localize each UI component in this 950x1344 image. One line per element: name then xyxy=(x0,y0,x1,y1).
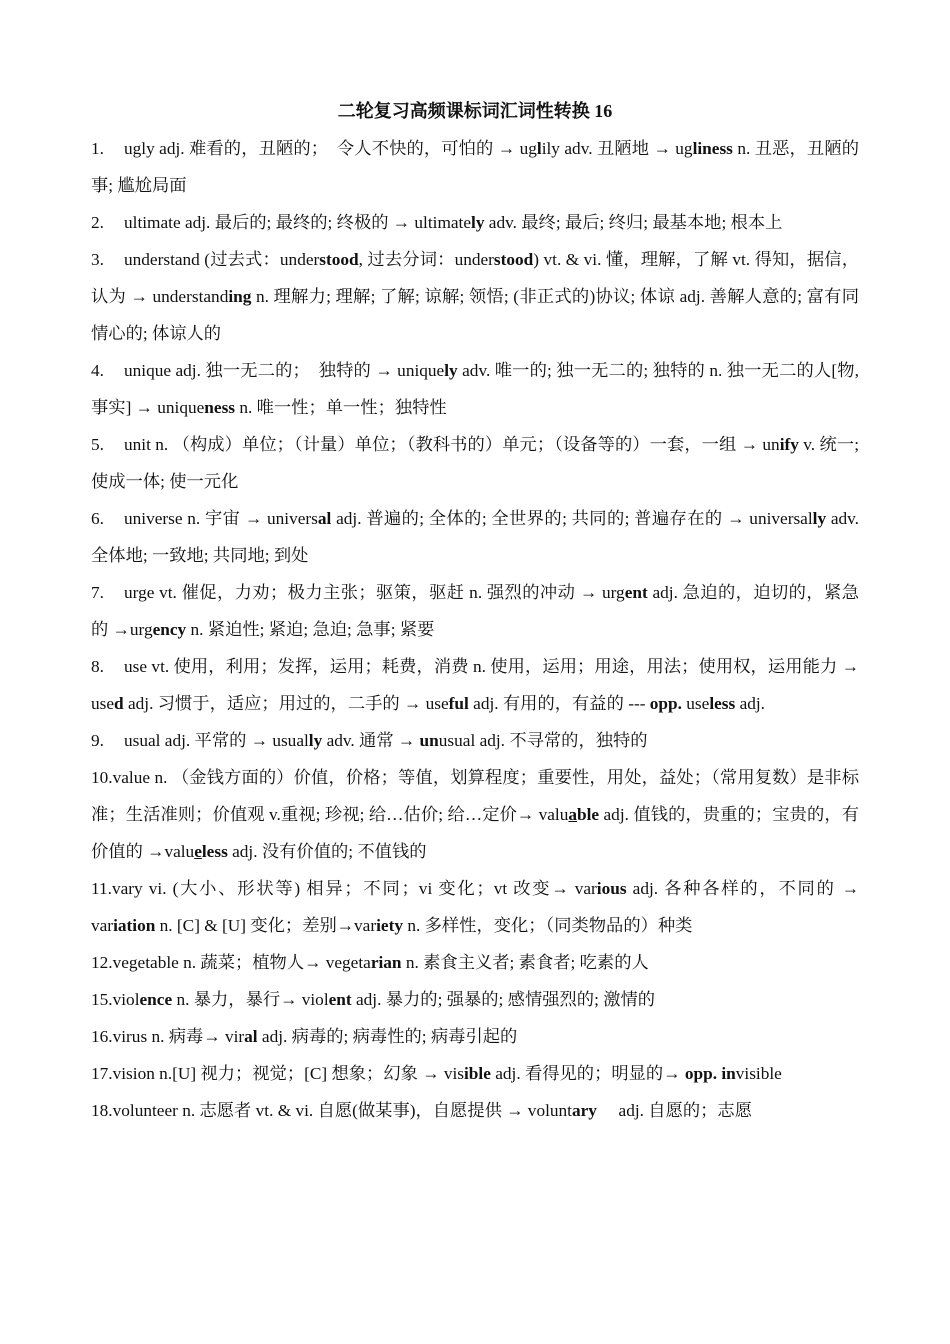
entry-text: ugly adj. 难看的，丑陋的； 令人不快的，可怕的 → uglily adv. 丑陋地 → ugliness n. 丑恶，丑陋的事; 尴尬局面 xyxy=(91,139,859,195)
entry-number: 1. xyxy=(91,139,104,158)
entry-text: unique adj. 独一无二的； 独特的 → uniquely adv. 唯一的; 独一无二的; 独特的 n. 独一无二的人[物, 事实] → uniqueness n. 唯一性；单一性；独特性 xyxy=(91,361,859,417)
entry-number: 17. xyxy=(91,1064,113,1083)
vocab-entry xyxy=(91,1092,859,1129)
entry-text: volunteer n. 志愿者 vt. & vi. 自愿(做某事)，自愿提供 → voluntary adj. 自愿的；志愿 xyxy=(112,1101,752,1120)
entry-number: 6. xyxy=(91,509,104,528)
entry-text: virus n. 病毒→ viral adj. 病毒的; 病毒性的; 病毒引起的 xyxy=(112,1027,518,1046)
entry-number: 3. xyxy=(91,250,104,269)
entry-text: ultimate adj. 最后的; 最终的; 终极的 → ultimately adv. 最终; 最后; 终归; 最基本地; 根本上 xyxy=(124,213,783,232)
entry-text: usual adj. 平常的 → usually adv. 通常 → unusual adj. 不寻常的，独特的 xyxy=(124,731,648,750)
entry-text: violence n. 暴力，暴行→ violent adj. 暴力的; 强暴的; 感情强烈的; 激情的 xyxy=(112,990,656,1009)
entry-text: universe n. 宇宙 → universal adj. 普遍的; 全体的; 全世界的; 共同的; 普遍存在的 → universally adv. 全体地; 一致地; 共同地; 到处 xyxy=(91,509,859,565)
entry-text: unit n. （构成）单位；（计量）单位；（教科书的）单元；（设备等的）一套，一组 → unify v. 统一; 使成一体; 使一元化 xyxy=(91,435,859,491)
entry-text: vary vi. (大小、形状等) 相异；不同；vi 变化；vt 改变→ various adj. 各种各样的，不同的 → variation n. [C] & [U] 变化；差别→variety n. 多样性，变化；（同类物品的）种类 xyxy=(91,879,859,935)
vocab-entry xyxy=(91,241,859,352)
entry-number: 10. xyxy=(91,768,113,787)
vocab-entry xyxy=(91,722,859,759)
vocab-entry xyxy=(91,204,859,241)
entry-number: 15. xyxy=(91,990,113,1009)
vocab-entry xyxy=(91,352,859,426)
entry-text: understand (过去式：understood, 过去分词：understood) vt. & vi. 懂，理解，了解 vt. 得知，据信，认为 → understanding n. 理解力; 理解; 了解; 谅解; 领悟; (非正式的)协议; 体谅 adj. 善解人意的; 富有同情心的; 体谅人的 xyxy=(91,250,860,343)
page-title: 二轮复习高频课标词汇词性转换 16 xyxy=(337,101,613,121)
vocab-entry xyxy=(91,130,859,204)
entry-text: vegetable n. 蔬菜；植物人→ vegetarian n. 素食主义者; 素食者; 吃素的人 xyxy=(112,953,649,972)
vocab-entry xyxy=(91,426,859,500)
entry-number: 4. xyxy=(91,361,104,380)
entry-text: vision n.[U] 视力；视觉；[C] 想象；幻象 → visible adj. 看得见的；明显的→ opp. invisible xyxy=(112,1064,782,1083)
entry-number: 7. xyxy=(91,583,104,602)
vocab-entry xyxy=(91,500,859,574)
entry-number: 5. xyxy=(91,435,104,454)
entry-number: 16. xyxy=(91,1027,113,1046)
vocab-entry xyxy=(91,1055,859,1092)
entry-number: 18. xyxy=(91,1101,113,1120)
entry-text: urge vt. 催促，力劝；极力主张；驱策，驱赶 n. 强烈的冲动 → urgent adj. 急迫的，迫切的，紧急的 →urgency n. 紧迫性; 紧迫; 急迫; 急事; 紧要 xyxy=(91,583,859,639)
vocab-entry xyxy=(91,648,859,722)
entry-number: 12. xyxy=(91,953,113,972)
entry-number: 9. xyxy=(91,731,104,750)
entry-text: use vt. 使用，利用；发挥，运用；耗费，消费 n. 使用，运用；用途，用法；使用权，运用能力 → used adj. 习惯于，适应；用过的，二手的 → useful adj. 有用的，有益的 --- opp. useless adj. xyxy=(91,657,859,713)
vocabulary-list xyxy=(91,130,859,1129)
entry-number: 8. xyxy=(91,657,104,676)
vocab-entry xyxy=(91,981,859,1018)
entry-text: value n. （金钱方面的）价值，价格；等值，划算程度；重要性，用处，益处；（常用复数）是非标准；生活准则；价值观 v.重视; 珍视; 给…估价; 给…定价→ valuable adj. 值钱的，贵重的；宝贵的，有价值的 →valueless adj. 没有价值的; 不值钱的 xyxy=(91,768,859,861)
vocab-entry xyxy=(91,870,859,944)
vocab-entry xyxy=(91,574,859,648)
entry-number: 2. xyxy=(91,213,104,232)
vocab-entry xyxy=(91,759,859,870)
vocab-entry xyxy=(91,944,859,981)
entry-number: 11. xyxy=(91,879,112,898)
vocab-entry xyxy=(91,1018,859,1055)
